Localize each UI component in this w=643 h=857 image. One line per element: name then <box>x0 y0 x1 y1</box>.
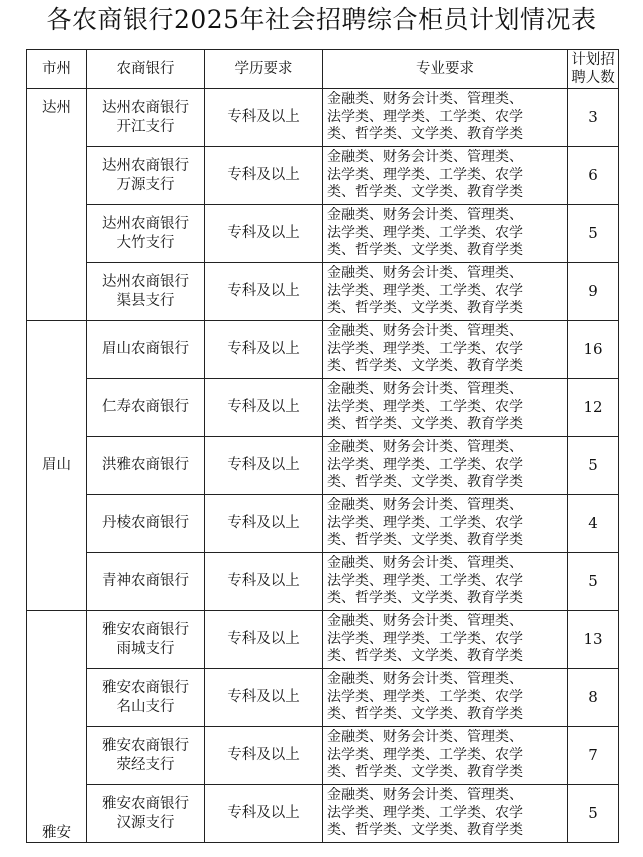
table-row <box>27 611 619 669</box>
major-cell: 金融类、财务会计类、管理类、 法学类、理学类、工学类、农学 类、哲学类、文学类、教育学类 <box>323 321 568 379</box>
count-cell: 4 <box>568 495 619 553</box>
count-cell: 6 <box>568 147 619 205</box>
table-row <box>27 553 619 611</box>
table-row <box>27 89 619 147</box>
bank-cell <box>87 263 205 321</box>
header-city: 市州 <box>27 50 87 89</box>
education-cell: 专科及以上 <box>205 205 323 263</box>
page-title: 各农商银行2025年社会招聘综合柜员计划情况表 <box>46 5 597 34</box>
major-cell: 金融类、财务会计类、管理类、 法学类、理学类、工学类、农学 类、哲学类、文学类、教育学类 <box>323 379 568 437</box>
header-count <box>568 50 619 89</box>
bank-cell: 丹棱农商银行 <box>87 495 205 553</box>
header-count-line2: 聘人数 <box>571 70 615 86</box>
education-cell: 专科及以上 <box>205 263 323 321</box>
header-bank: 农商银行 <box>87 50 205 89</box>
count-cell: 12 <box>568 379 619 437</box>
header-count-line1: 计划招 <box>571 51 615 68</box>
table-header-row <box>27 50 619 89</box>
count-cell: 13 <box>568 611 619 669</box>
table-row <box>27 379 619 437</box>
major-cell: 金融类、财务会计类、管理类、 法学类、理学类、工学类、农学 类、哲学类、文学类、教育学类 <box>323 727 568 785</box>
major-cell: 金融类、财务会计类、管理类、 法学类、理学类、工学类、农学 类、哲学类、文学类、教育学类 <box>323 437 568 495</box>
bank-name: 雅安农商银行 <box>102 680 189 696</box>
branch-name: 汉源支行 <box>116 814 175 831</box>
major-cell: 金融类、财务会计类、管理类、 法学类、理学类、工学类、农学 类、哲学类、文学类、教育学类 <box>323 147 568 205</box>
city-cell: 眉山 <box>27 321 87 611</box>
branch-name: 荥经支行 <box>116 756 175 773</box>
bank-cell <box>87 147 205 205</box>
table-row <box>27 147 619 205</box>
count-cell: 3 <box>568 89 619 147</box>
major-cell: 金融类、财务会计类、管理类、 法学类、理学类、工学类、农学 类、哲学类、文学类、教育学类 <box>323 553 568 611</box>
bank-name: 达州农商银行 <box>102 274 189 290</box>
education-cell: 专科及以上 <box>205 553 323 611</box>
bank-name: 达州农商银行 <box>102 216 189 232</box>
bank-cell: 眉山农商银行 <box>87 321 205 379</box>
table-row <box>27 785 619 843</box>
city-cell: 雅安 <box>27 611 87 843</box>
branch-name: 开江支行 <box>116 118 175 135</box>
education-cell: 专科及以上 <box>205 379 323 437</box>
bank-cell <box>87 89 205 147</box>
education-cell: 专科及以上 <box>205 669 323 727</box>
education-cell: 专科及以上 <box>205 727 323 785</box>
bank-cell <box>87 727 205 785</box>
bank-cell <box>87 669 205 727</box>
major-cell: 金融类、财务会计类、管理类、 法学类、理学类、工学类、农学 类、哲学类、文学类、教育学类 <box>323 205 568 263</box>
table-row <box>27 669 619 727</box>
table-row <box>27 495 619 553</box>
branch-name: 名山支行 <box>116 698 175 715</box>
branch-name: 大竹支行 <box>116 234 175 251</box>
branch-name: 渠县支行 <box>116 292 175 309</box>
header-education: 学历要求 <box>205 50 323 89</box>
table-row <box>27 437 619 495</box>
education-cell: 专科及以上 <box>205 147 323 205</box>
bank-cell: 仁寿农商银行 <box>87 379 205 437</box>
education-cell: 专科及以上 <box>205 437 323 495</box>
table-row <box>27 727 619 785</box>
table-row <box>27 205 619 263</box>
table-row <box>27 321 619 379</box>
city-cell: 达州 <box>27 89 87 321</box>
table-row <box>27 263 619 321</box>
bank-name: 雅安农商银行 <box>102 796 189 812</box>
header-major: 专业要求 <box>323 50 568 89</box>
recruitment-plan-table <box>26 49 619 843</box>
bank-name: 达州农商银行 <box>102 100 189 116</box>
bank-cell: 青神农商银行 <box>87 553 205 611</box>
count-cell: 9 <box>568 263 619 321</box>
education-cell: 专科及以上 <box>205 785 323 843</box>
education-cell: 专科及以上 <box>205 611 323 669</box>
bank-name: 达州农商银行 <box>102 158 189 174</box>
education-cell: 专科及以上 <box>205 321 323 379</box>
bank-cell: 洪雅农商银行 <box>87 437 205 495</box>
major-cell: 金融类、财务会计类、管理类、 法学类、理学类、工学类、农学 类、哲学类、文学类、教育学类 <box>323 611 568 669</box>
major-cell: 金融类、财务会计类、管理类、 法学类、理学类、工学类、农学 类、哲学类、文学类、教育学类 <box>323 89 568 147</box>
branch-name: 雨城支行 <box>116 640 175 657</box>
major-cell: 金融类、财务会计类、管理类、 法学类、理学类、工学类、农学 类、哲学类、文学类、教育学类 <box>323 263 568 321</box>
count-cell: 16 <box>568 321 619 379</box>
branch-name: 万源支行 <box>116 176 175 193</box>
count-cell: 5 <box>568 205 619 263</box>
bank-name: 雅安农商银行 <box>102 622 189 638</box>
bank-name: 雅安农商银行 <box>102 738 189 754</box>
count-cell: 5 <box>568 553 619 611</box>
bank-cell <box>87 611 205 669</box>
bank-cell <box>87 785 205 843</box>
count-cell: 5 <box>568 785 619 843</box>
count-cell: 5 <box>568 437 619 495</box>
education-cell: 专科及以上 <box>205 495 323 553</box>
major-cell: 金融类、财务会计类、管理类、 法学类、理学类、工学类、农学 类、哲学类、文学类、教育学类 <box>323 669 568 727</box>
count-cell: 8 <box>568 669 619 727</box>
major-cell: 金融类、财务会计类、管理类、 法学类、理学类、工学类、农学 类、哲学类、文学类、教育学类 <box>323 785 568 843</box>
major-cell: 金融类、财务会计类、管理类、 法学类、理学类、工学类、农学 类、哲学类、文学类、教育学类 <box>323 495 568 553</box>
count-cell: 7 <box>568 727 619 785</box>
education-cell: 专科及以上 <box>205 89 323 147</box>
bank-cell <box>87 205 205 263</box>
